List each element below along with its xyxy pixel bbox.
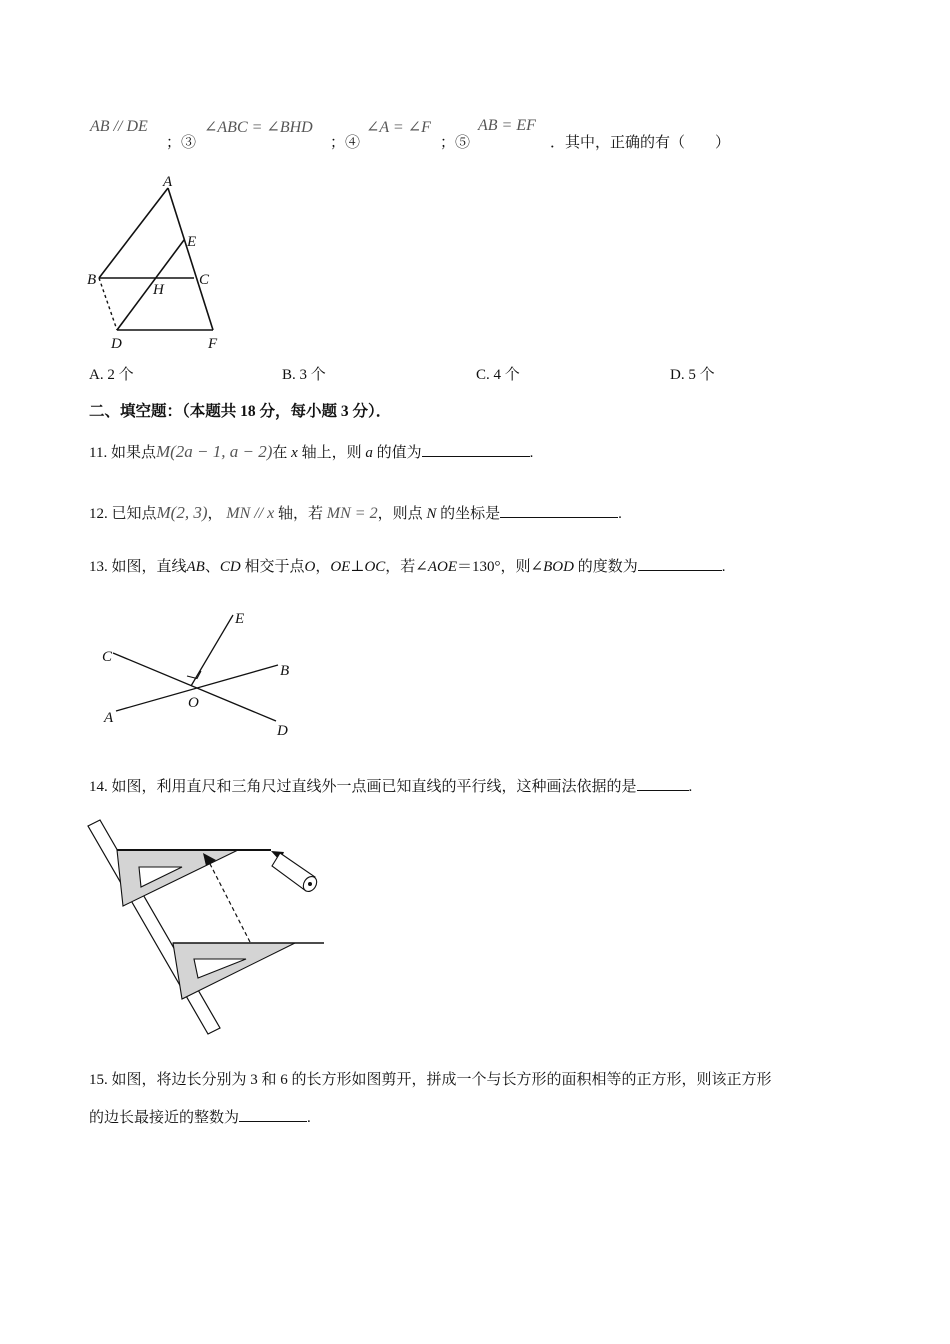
q11-end: . [529,445,534,461]
q15-line1: 如图，将边长分别为 3 和 6 的长方形如图剪开，拼成一个与长方形的面积相等的正方形，则该正方形 [111,1072,772,1088]
q13-BOD: BOD [543,559,574,575]
question-15 [89,1068,772,1089]
q11-pre: 如果点 [110,445,156,461]
q10-option-c: C. 4 个 [476,367,520,383]
q11-mid2: 轴上，则 [301,445,362,461]
q13-number: 13. [89,559,108,575]
q12-pre: 已知点 [111,506,157,522]
q13-text: 如图，直线 [111,559,187,575]
q15-end: . [307,1110,311,1126]
question-15-line2 [89,1106,311,1127]
q15-line2: 的边长最接近的整数为 [89,1110,240,1126]
label-D: D [277,723,288,739]
label-B: B [280,663,290,679]
segment-AB [99,188,168,278]
q14-number: 14. [89,779,108,795]
q11-expr: M(2a − 1, a − 2) [155,442,273,461]
q10-tail: ．其中，正确的有（ ） [550,135,731,151]
q12-mid2: ，则点 [377,506,423,522]
section-heading: 二、填空题：（本题共 18 分，每小题 3 分）． [89,403,392,420]
q10-sep5: ；⑤ [440,135,471,151]
q14-end: . [688,779,693,795]
q10-option-d: D. 5 个 [670,367,715,383]
q10-cond3: ∠ABC = ∠BHD [204,119,313,136]
upper-set-square [117,850,238,906]
q14-figure [86,818,331,1040]
motion-arrow-dashed [208,860,250,942]
q12-comma: ， [207,506,223,522]
q10-option-a: A. 2 个 [89,367,134,383]
q13-OE: OE [330,559,351,575]
q14-answer-blank[interactable] [637,776,689,791]
q10-sep4: ；④ [330,135,361,151]
q12-N: N [426,506,437,522]
q13-c1: ， [315,559,331,575]
q10-option-b: B. 3 个 [282,367,326,383]
q11-a: a [365,445,373,461]
label-D: D [111,336,122,352]
q13-O: O [304,559,316,575]
q10-cond4: ∠A = ∠F [366,119,431,136]
question-14 [89,775,692,796]
label-A: A [104,710,114,726]
ray-OE [191,615,233,686]
q12-end: . [618,506,622,522]
q11-x: x [291,445,298,461]
label-B: B [87,272,97,288]
label-F: F [208,336,218,352]
question-12 [89,502,622,523]
label-H: H [153,282,164,298]
q12-eq: MN = 2 [326,505,378,522]
label-C: C [102,649,113,665]
q12-number: 12. [89,506,108,522]
label-O: O [188,695,199,711]
segment-AF [168,188,213,330]
q13-t3: ，若∠ [385,559,428,575]
q15-number: 15. [89,1072,108,1088]
label-E: E [187,234,197,250]
q13-CD: CD [219,559,241,575]
q13-figure [96,603,306,743]
q15-answer-blank[interactable] [239,1107,307,1122]
q13-answer-blank[interactable] [638,556,722,571]
q10-sep3: ；③ [166,135,197,151]
q11-number: 11. [89,445,108,461]
pencil-icon [271,851,319,894]
label-E: E [235,611,245,627]
q10-conditions [90,117,870,151]
q13-t4: ＝130°，则∠ [457,559,544,575]
lower-set-square [173,943,295,999]
segment-DE [117,240,184,330]
q11-post: 的值为 [376,445,422,461]
q13-AOE: AOE [427,559,458,575]
q13-OC: OC [364,559,386,575]
q13-perp: ⊥ [350,559,365,575]
segment-BD-dashed [99,278,117,330]
question-11 [89,441,533,462]
q13-sep: 、 [204,559,220,575]
q11-answer-blank[interactable] [422,442,530,457]
q14-text: 如图，利用直尺和三角尺过直线外一点画已知直线的平行线，这种画法依据的是 [111,779,637,795]
q12-mid: 轴，若 [278,506,324,522]
q10-figure [80,168,240,353]
q12-post: 的坐标是 [440,506,501,522]
q13-t2: 相交于点 [244,559,305,575]
q10-cond5: AB = EF [478,117,536,134]
question-13 [89,555,725,576]
q13-t5: 的度数为 [577,559,638,575]
q12-answer-blank[interactable] [500,503,618,518]
q12-expr: M(2, 3) [156,503,208,522]
q11-mid: 在 [272,445,288,461]
q13-end: . [721,559,726,575]
label-C: C [199,272,210,288]
label-A: A [163,174,173,190]
q13-AB: AB [186,559,205,575]
q10-cond2: AB // DE [90,118,148,135]
q12-parallel: MN // x [226,505,275,522]
